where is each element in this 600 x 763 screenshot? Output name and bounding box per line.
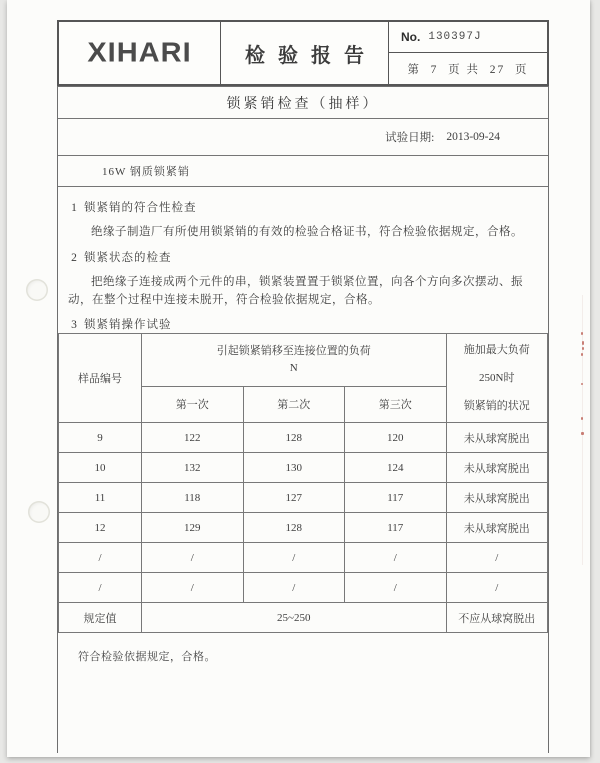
table-row xyxy=(59,513,548,543)
number-label: No. xyxy=(401,30,421,44)
col-header-trial2: 第二次 xyxy=(243,386,345,422)
document-title: 锁紧销检查（抽样） xyxy=(226,96,380,112)
section-2-body: 把绝缘子连接成两个元件的串，锁紧装置置于锁紧位置，向各个方向多次摆动、振动，在整个过程中连接未脱开，符合检验依据规定，合格。 xyxy=(68,275,523,306)
spec-status: 不应从球窝脱出 xyxy=(446,603,548,633)
test-date-label: 试验日期: xyxy=(385,132,435,144)
table-row xyxy=(59,573,548,603)
cell-trial2: 128 xyxy=(243,513,345,543)
cell-trial1: / xyxy=(142,573,244,603)
report-number-cell xyxy=(389,22,547,84)
red-ink-speck xyxy=(581,353,583,356)
table-row xyxy=(59,453,548,483)
section-3-title: 锁紧销操作试验 xyxy=(84,319,172,332)
cell-status: / xyxy=(446,573,548,603)
company-logo xyxy=(59,22,221,84)
cell-status: 未从球窝脱出 xyxy=(446,453,548,483)
report-title: 检验报告 xyxy=(245,44,377,67)
cell-trial2: 130 xyxy=(243,453,345,483)
conclusion-area xyxy=(58,633,548,664)
document-title-row xyxy=(58,87,548,119)
cell-trial2: 127 xyxy=(243,483,345,513)
test-date-row xyxy=(58,119,548,156)
section-2-title: 锁紧状态的检查 xyxy=(84,251,172,264)
cell-sample: 11 xyxy=(59,483,142,513)
red-ink-speck xyxy=(581,383,583,385)
col-header-trial3: 第三次 xyxy=(345,386,447,422)
cell-sample: 9 xyxy=(59,423,142,453)
cell-trial3: 117 xyxy=(345,513,447,543)
report-number: 130397J xyxy=(428,31,482,43)
table-row xyxy=(59,543,548,573)
sample-name-row xyxy=(58,156,548,187)
cell-trial1: 122 xyxy=(142,423,244,453)
scan-crease xyxy=(582,295,583,565)
section-1-number: 1 xyxy=(71,202,77,214)
col-header-trial1: 第一次 xyxy=(142,386,244,422)
table-header-row-1 xyxy=(59,334,548,387)
cell-status: 未从球窝脱出 xyxy=(446,423,548,453)
content-frame xyxy=(57,86,549,753)
cell-trial3: / xyxy=(345,543,447,573)
section-3-number: 3 xyxy=(71,319,77,332)
cell-trial3: / xyxy=(345,573,447,603)
cell-trial2: / xyxy=(243,543,345,573)
red-ink-speck xyxy=(581,332,583,335)
report-title-cell xyxy=(221,22,389,84)
cell-trial1: 118 xyxy=(142,483,244,513)
section-1-heading xyxy=(58,199,548,215)
spec-range: 25~250 xyxy=(142,603,447,633)
results-table xyxy=(58,333,548,633)
maxload-line2: 250N时 xyxy=(479,372,515,384)
cell-sample: 10 xyxy=(59,453,142,483)
spec-label: 规定值 xyxy=(59,603,142,633)
cell-sample: / xyxy=(59,543,142,573)
cell-trial1: 132 xyxy=(142,453,244,483)
cell-sample: 12 xyxy=(59,513,142,543)
cell-trial3: 120 xyxy=(345,423,447,453)
load-header-unit: N xyxy=(289,361,298,374)
red-ink-speck xyxy=(581,417,583,420)
section-3-heading xyxy=(58,316,548,332)
maxload-line1: 施加最大负荷 xyxy=(463,344,530,356)
section-1-title: 锁紧销的符合性检查 xyxy=(84,202,197,214)
cell-trial3: 117 xyxy=(345,483,447,513)
document-page xyxy=(7,0,590,757)
conclusion-text: 符合检验依据规定，合格。 xyxy=(78,651,216,663)
table-row xyxy=(59,423,548,453)
col-header-load xyxy=(142,334,447,387)
spec-row xyxy=(59,603,548,633)
cell-trial2: / xyxy=(243,573,345,603)
col-header-sample: 样品编号 xyxy=(59,334,142,423)
punch-hole xyxy=(26,279,48,301)
cell-sample: / xyxy=(59,573,142,603)
cell-trial1: 129 xyxy=(142,513,244,543)
inspection-sections xyxy=(58,187,548,333)
section-2-number: 2 xyxy=(71,251,77,264)
page-info-row xyxy=(389,53,547,84)
cell-status: 未从球窝脱出 xyxy=(446,513,548,543)
cell-status: / xyxy=(446,543,548,573)
col-header-maxload xyxy=(446,334,548,423)
red-ink-speck xyxy=(582,347,584,350)
section-2-heading xyxy=(58,249,548,265)
logo-text: XIHARI xyxy=(87,37,192,68)
punch-hole xyxy=(28,501,50,523)
cell-trial2: 128 xyxy=(243,423,345,453)
sample-name: 16W 钢质锁紧销 xyxy=(102,166,190,178)
report-number-row xyxy=(389,22,547,53)
maxload-line3: 锁紧销的状况 xyxy=(463,400,530,412)
page-info: 第 7 页 共 27 页 xyxy=(407,63,529,76)
cell-trial1: / xyxy=(142,543,244,573)
cell-status: 未从球窝脱出 xyxy=(446,483,548,513)
table-row xyxy=(59,483,548,513)
test-date-value: 2013-09-24 xyxy=(446,131,500,143)
red-ink-speck xyxy=(581,432,584,435)
load-header-title: 引起锁紧销移至连接位置的负荷 xyxy=(216,345,371,358)
report-header xyxy=(57,20,549,86)
section-1-body: 绝缘子制造厂有所使用锁紧销的有效的检验合格证书，符合检验依据规定，合格。 xyxy=(91,226,523,238)
cell-trial3: 124 xyxy=(345,453,447,483)
red-ink-speck xyxy=(582,341,584,345)
